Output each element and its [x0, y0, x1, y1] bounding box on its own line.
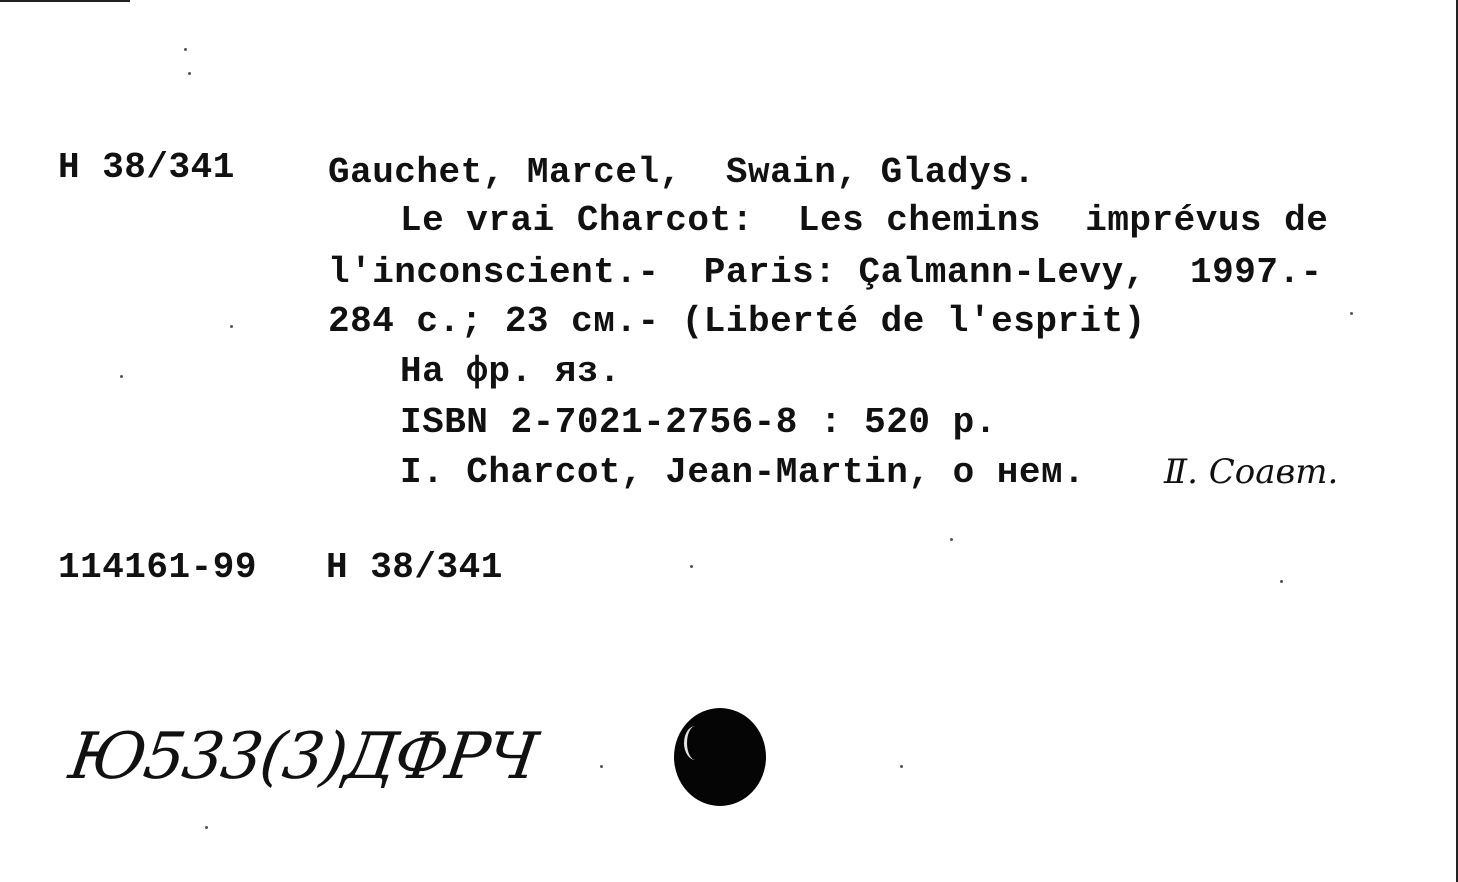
- title-line-3: 284 c.; 23 cм.- (Liberté de l'esprit): [328, 301, 1146, 342]
- subject-handwritten-addition: Ⅱ. Соавт.: [1164, 452, 1339, 492]
- punched-hole-dot: [674, 708, 766, 806]
- language-note: Ha фp. яз.: [400, 351, 622, 392]
- scan-speck: [184, 48, 187, 51]
- scan-speck: [188, 72, 191, 75]
- title-line-1: Le vrai Charcot: Les chemins imprévus de: [400, 200, 1329, 241]
- scan-speck: [950, 538, 953, 541]
- handwritten-classification-code: Ю533(3)ДФРЧ: [64, 720, 541, 794]
- scan-speck: [690, 565, 693, 568]
- dot-highlight: [684, 726, 707, 760]
- accession-number: 114161-99: [58, 547, 257, 588]
- card-top-edge: [0, 0, 130, 2]
- scan-speck: [205, 826, 208, 829]
- subject-line: I. Charcot, Jean-Martin, o нeм.: [400, 452, 1086, 493]
- scan-speck: [1280, 580, 1283, 583]
- scan-speck: [900, 765, 903, 768]
- scan-speck: [600, 765, 603, 768]
- scan-speck: [1350, 312, 1353, 315]
- scan-speck: [230, 325, 233, 328]
- title-line-2: l'inconscient.- Paris: Çalmann-Levy, 1997.-: [328, 252, 1323, 293]
- author-heading: Gauchet, Marcel, Swain, Gladys.: [328, 152, 1036, 193]
- isbn-line: ISBN 2-7021-2756-8 : 520 p.: [400, 402, 997, 443]
- shelf-mark: H 38/341: [58, 147, 235, 188]
- accession-shelf-mark: H 38/341: [326, 547, 503, 588]
- scan-speck: [120, 375, 123, 378]
